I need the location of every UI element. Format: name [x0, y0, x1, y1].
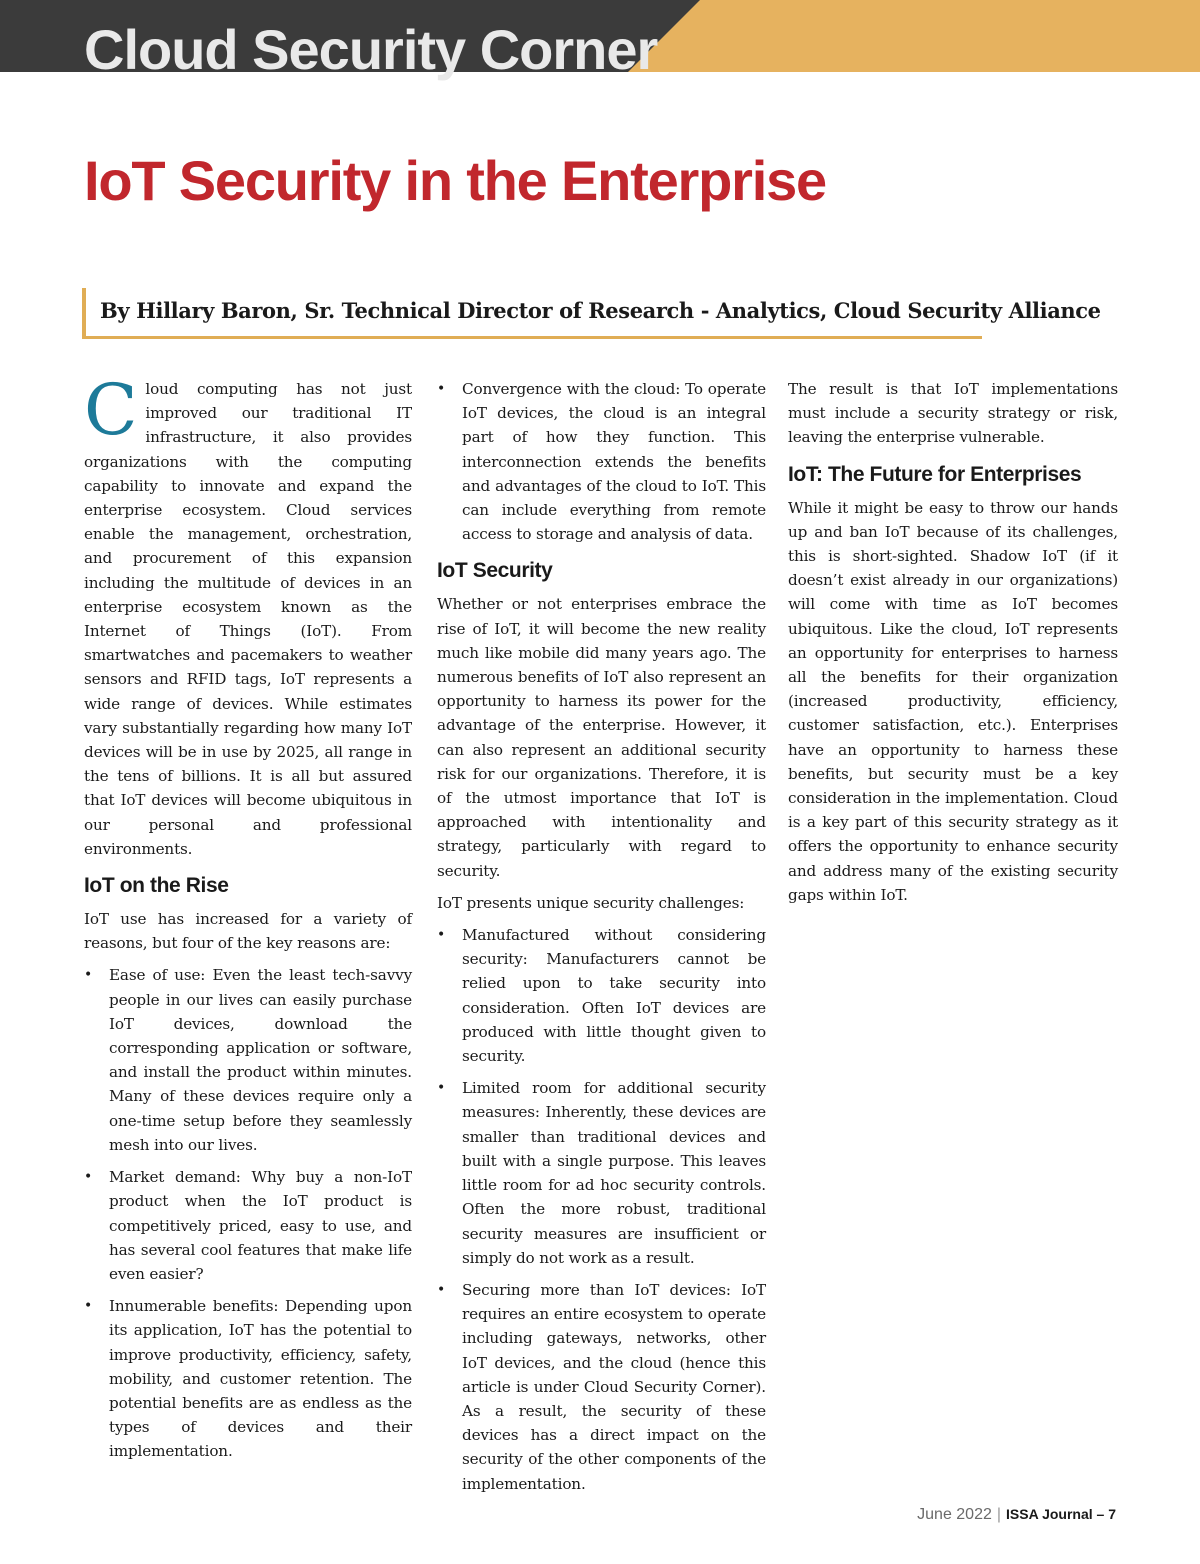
reasons-list-continued: [437, 377, 766, 546]
list-item-text: Convergence with the cloud: To operate IoT devices, the cloud is an integral part of how they function. This interconnection extends the benefits and advantages of the cloud to IoT. This can include everything from remote access to storage and analysis of data.: [462, 380, 766, 544]
challenges-list: [437, 923, 766, 1496]
byline-rule: [82, 336, 982, 339]
subheading-iot-security: IoT Security: [437, 559, 553, 583]
subheading-iot-future: IoT: The Future for Enterprises: [788, 462, 1082, 486]
list-item-text: Limited room for additional security measures: Inherently, these devices are smaller than traditional devices and built with a single purpose. This leaves little room for ad hoc security controls. Often the more robust, traditional security measures are insufficient or simply do not work as a result.: [462, 1079, 766, 1267]
list-item: [84, 963, 412, 1157]
list-item: [437, 1278, 766, 1496]
list-item-text: Market demand: Why buy a non-IoT product when the IoT product is competitively priced, easy to use, and has several cool features that make life even easier?: [109, 1168, 412, 1283]
bullet-icon: •: [437, 1080, 446, 1097]
bullet-icon: •: [84, 1298, 93, 1315]
byline: By Hillary Baron, Sr. Technical Director of Research - Analytics, Cloud Security Alliance: [100, 298, 1101, 323]
intro-paragraph: [84, 369, 412, 861]
bullet-icon: •: [84, 1169, 93, 1186]
intro-text: loud computing has not just improved our traditional IT infrastructure, it also provides organizations with the computing capability to innovate and expand the enterprise ecosystem. Cloud services enable the management, orchestration, and procurement of this expansion including the multitude of devices in an enterprise ecosystem known as the Internet of Things (IoT). From smartwatches and pacemakers to weather sensors and RFID tags, IoT represents a wide range of devices. While estimates vary substantially regarding how many IoT devices will be in use by 2025, all range in the tens of billions. It is all but assured that IoT devices will become ubiquitous in our personal and professional environments.: [84, 380, 412, 858]
drop-cap: C: [84, 369, 138, 451]
article-title: IoT Security in the Enterprise: [84, 149, 826, 212]
footer-journal-page: ISSA Journal – 7: [1006, 1506, 1116, 1522]
bullet-icon: •: [437, 381, 446, 397]
section-title: Cloud Security Corner: [84, 18, 658, 81]
page-footer: [917, 1504, 1116, 1525]
paragraph: The result is that IoT implementations must include a security strategy or risk, leaving the enterprise vulnerable.: [788, 380, 1118, 447]
footer-date: June 2022: [917, 1506, 992, 1523]
bullet-icon: •: [437, 1281, 446, 1298]
footer-separator: |: [996, 1506, 1002, 1523]
subheading-iot-on-the-rise: IoT on the Rise: [84, 874, 229, 898]
paragraph: IoT presents unique security challenges:: [437, 893, 745, 912]
column-1: [84, 369, 412, 1472]
paragraph: IoT use has increased for a variety of reasons, but four of the key reasons are:: [84, 910, 412, 953]
bullet-icon: •: [84, 967, 93, 984]
list-item: [437, 923, 766, 1068]
paragraph: Whether or not enterprises embrace the rise of IoT, it will become the new reality much like mobile did many years ago. The numerous benefits of IoT also represent an opportunity to harness its power for the advantage of the enterprise. However, it can also represent an additional security risk for our organizations. Therefore, it is of the utmost importance that IoT is approached with intentionality and strategy, particularly with regard to security.: [437, 595, 766, 880]
list-item-text: Manufactured without considering security: Manufacturers cannot be relied upon to take security into consideration. Often IoT devices are produced with little thought given to security.: [462, 926, 766, 1066]
reasons-list: [84, 963, 412, 1463]
byline-box: [82, 288, 1101, 336]
paragraph: While it might be easy to throw our hands up and ban IoT because of its challenges, this is short-sighted. Shadow IoT (if it doesn’t exist already in our organizations) will come with time as IoT becomes ubiquitous. Like the cloud, IoT represents an opportunity for enterprises to harness all the benefits for their organization (increased productivity, efficiency, customer satisfaction, etc.). Enterprises have an opportunity to harness these benefits, but security must be a key consideration in the implementation. Cloud is a key part of this security strategy as it offers the opportunity to enhance security and address many of the existing security gaps within IoT.: [788, 498, 1118, 904]
list-item: [84, 1294, 412, 1463]
column-2: [437, 377, 766, 1504]
list-item-text: Innumerable benefits: Depending upon its application, IoT has the potential to improve productivity, efficiency, safety, mobility, and customer retention. The potential benefits are as endless as the types of devices and their implementation.: [109, 1297, 412, 1461]
list-item-text: Ease of use: Even the least tech-savvy people in our lives can easily purchase IoT devices, download the corresponding application or software, and install the product within minutes. Many of these devices require only a one-time setup before they seamlessly mesh into our lives.: [109, 966, 412, 1154]
bullet-icon: •: [437, 927, 446, 944]
list-item-text: Securing more than IoT devices: IoT requires an entire ecosystem to operate including gateways, networks, other IoT devices, and the cloud (hence this article is under Cloud Security Corner). As a result, the security of these devices has a direct impact on the security of the other components of the implementation.: [462, 1280, 766, 1493]
section-banner: [0, 0, 1200, 81]
list-item: [84, 1165, 412, 1286]
list-item: [437, 1076, 766, 1270]
list-item: [437, 377, 766, 546]
column-3: [788, 377, 1118, 915]
